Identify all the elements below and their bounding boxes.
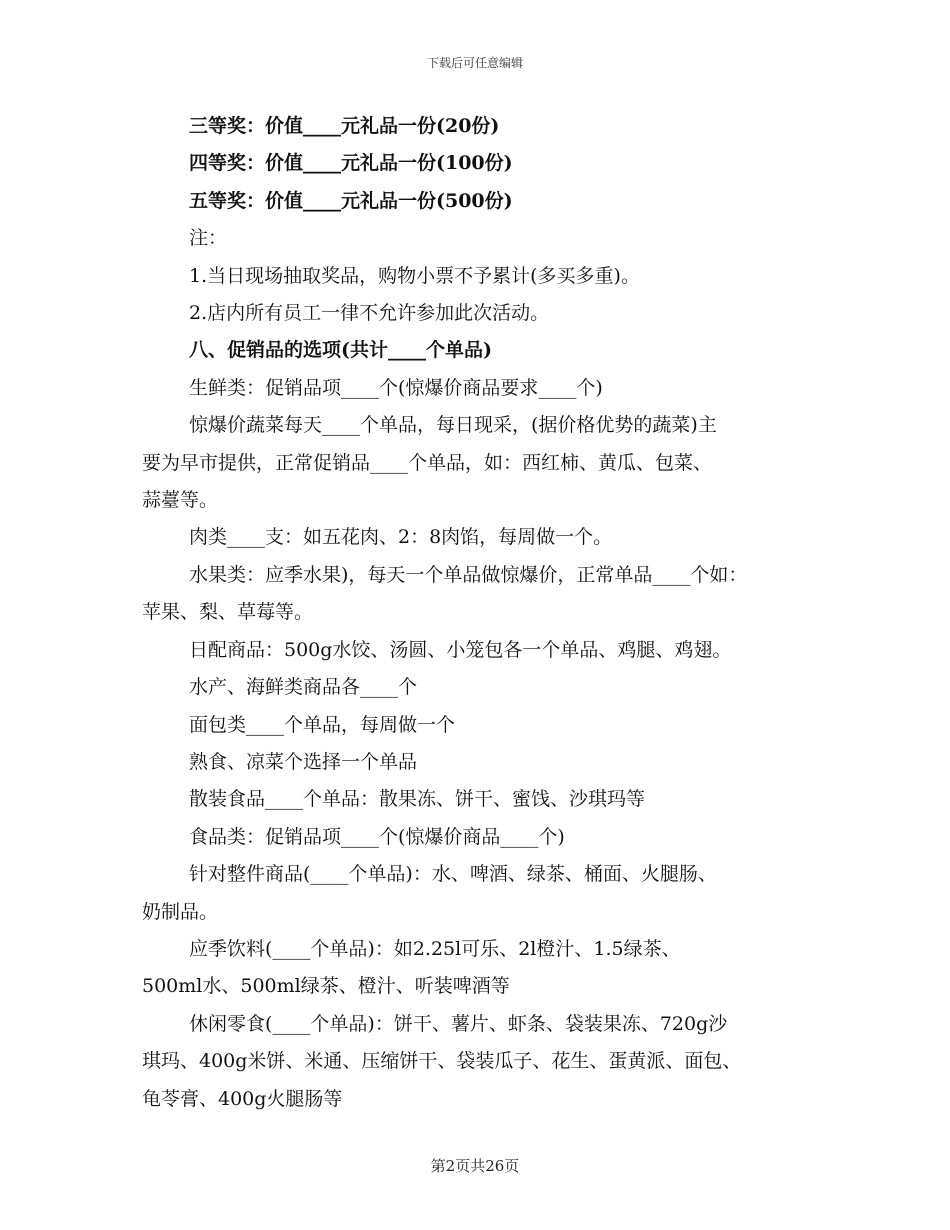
paragraph-line: 蒜薹等。 [142,489,219,512]
prize-fifth: 五等奖：价值____元礼品一份(500份) [189,189,513,212]
paragraph-line: 针对整件商品(____个单品)：水、啤酒、绿茶、桶面、火腿肠、 [189,863,717,886]
paragraph-line: 奶制品。 [142,900,219,923]
paragraph-line: 日配商品：500g水饺、汤圆、小笼包各一个单品、鸡腿、鸡翅。 [189,638,732,661]
page-number-footer: 第2页共26页 [430,1157,520,1175]
paragraph-line: 惊爆价蔬菜每天____个单品，每日现采，(据价格优势的蔬菜)主 [189,414,717,437]
paragraph-line: 散装食品____个单品：散果冻、饼干、蜜饯、沙琪玛等 [189,788,646,811]
paragraph-line: 食品类：促销品项____个(惊爆价商品____个) [189,825,565,848]
paragraph-line: 水果类：应季水果)，每天一个单品做惊爆价，正常单品____个如： [189,563,748,586]
paragraph-line: 500ml水、500ml绿茶、橙汁、听装啤酒等 [142,975,510,998]
paragraph-line: 休闲零食(____个单品)：饼干、薯片、虾条、袋装果冻、720g沙 [189,1012,728,1035]
paragraph-line: 熟食、凉菜个选择一个单品 [189,750,418,773]
paragraph-line: 琪玛、400g米饼、米通、压缩饼干、袋装瓜子、花生、蛋黄派、面包、 [142,1050,742,1073]
document-body [142,108,822,1118]
page-header-note: 下载后可任意编辑 [426,56,523,70]
paragraph-line: 苹果、梨、草莓等。 [142,601,314,624]
paragraph-line: 生鲜类：促销品项____个(惊爆价商品要求____个) [189,376,603,399]
paragraph-line: 应季饮料(____个单品)：如2.25l可乐、2l橙汁、1.5绿茶、 [189,937,681,960]
note-item-1: 1.当日现场抽取奖品，购物小票不予累计(多买多重)。 [189,264,640,287]
paragraph-line: 要为早市提供，正常促销品____个单品，如：西红柿、黄瓜、包菜、 [142,451,713,474]
note-label: 注： [189,227,228,250]
paragraph-line: 龟苓膏、400g火腿肠等 [142,1087,343,1110]
paragraph-line: 面包类____个单品，每周做一个 [189,713,456,736]
prize-fourth: 四等奖：价值____元礼品一份(100份) [189,152,513,175]
paragraph-line: 水产、海鲜类商品各____个 [189,676,418,699]
prize-third: 三等奖：价值____元礼品一份(20份) [189,115,500,137]
section-heading: 八、促销品的选项(共计____个单品) [189,339,492,362]
paragraph-line: 肉类____支：如五花肉、2：8肉馅，每周做一个。 [189,526,613,549]
note-item-2: 2.店内所有员工一律不允许参加此次活动。 [189,302,550,325]
